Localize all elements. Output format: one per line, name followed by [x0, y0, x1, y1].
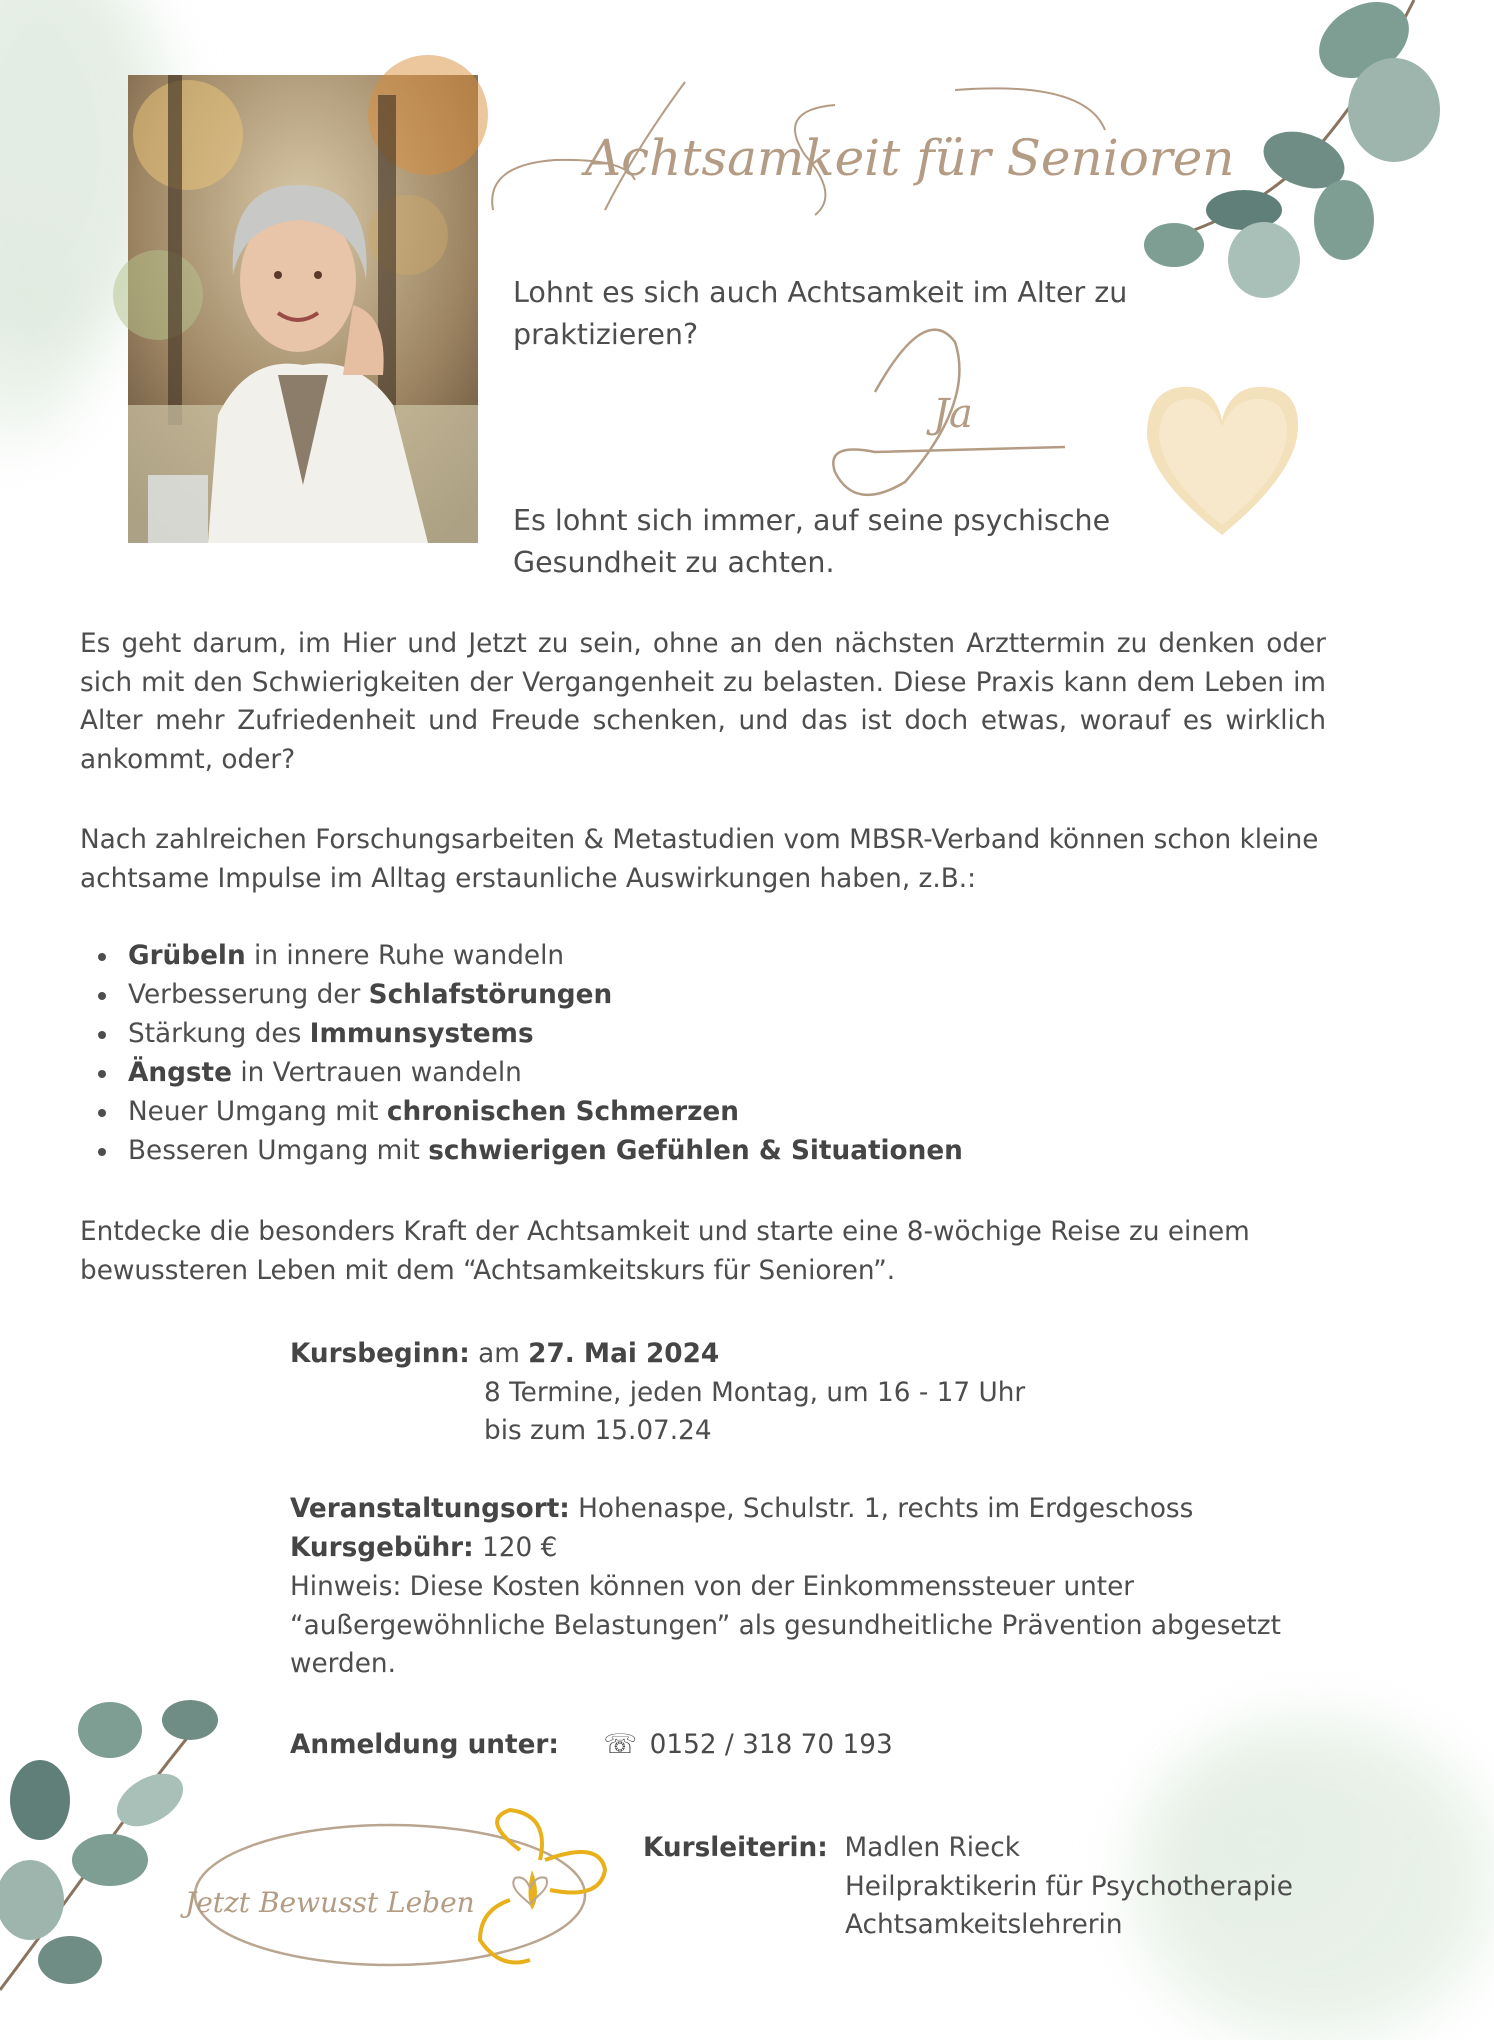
list-item: Stärkung des Immunsystems — [80, 1015, 1326, 1054]
answer-script — [815, 322, 1075, 497]
course-start-date: 27. Mai 2024 — [528, 1339, 720, 1369]
instructor-title: Achtsamkeitslehrerin — [845, 1910, 1123, 1941]
eucalyptus-leaves-decoration — [1074, 0, 1414, 310]
venue-block — [290, 1490, 1390, 1529]
instructor-name: Madlen Rieck — [844, 1833, 1020, 1863]
phone-icon: ☏ — [603, 1729, 638, 1760]
answer-script-text: Ja — [933, 391, 973, 437]
fee-block — [290, 1529, 1390, 1568]
fee-label: Kursgebühr: — [290, 1533, 474, 1563]
fee-value: 120 € — [473, 1533, 558, 1563]
instructor-title: Heilpraktikerin für Psychotherapie — [845, 1871, 1293, 1902]
benefits-list — [80, 937, 1326, 1171]
list-item: Verbesserung der Schlafstörungen — [80, 976, 1326, 1015]
senior-woman-photo — [128, 75, 478, 543]
phone-number[interactable]: 0152 / 318 70 193 — [649, 1730, 893, 1760]
course-schedule: 8 Termine, jeden Montag, um 16 - 17 Uhr — [484, 1377, 1026, 1408]
tax-note: Hinweis: Diese Kosten können von der Einkommenssteuer unter “außergewöhnliche Belastungen” als gesundheitliche Prävention abgesetzt werden. — [290, 1572, 1281, 1680]
intro-question: Lohnt es sich auch Achtsamkeit im Alter zu praktizieren? — [513, 276, 1128, 351]
list-item: Besseren Umgang mit schwierigen Gefühlen & Situationen — [80, 1132, 1326, 1171]
script-title-text: Achtsamkeit für Senioren — [585, 129, 1235, 187]
course-end-date: bis zum 15.07.24 — [484, 1416, 712, 1447]
list-item: Grübeln in innere Ruhe wandeln — [80, 937, 1326, 976]
jetzt-bewusst-leben-logo — [180, 1800, 610, 1980]
venue-label: Veranstaltungsort: — [290, 1494, 570, 1524]
registration-row — [290, 1726, 893, 1765]
instructor-block — [643, 1829, 1403, 1945]
registration-label: Anmeldung unter: — [290, 1730, 559, 1760]
instructor-label: Kursleiterin: — [643, 1833, 828, 1863]
answer-statement: Es lohnt sich immer, auf seine psychische Gesundheit zu achten. — [513, 504, 1111, 579]
venue-address: Hohenaspe, Schulstr. 1, rechts im Erdgeschoss — [569, 1494, 1194, 1524]
logo-text: Jetzt Bewusst Leben — [185, 1886, 475, 1919]
intro-paragraph: Es geht darum, im Hier und Jetzt zu sein, ohne an den nächsten Arzttermin zu denken oder sich mit den Schwierigkeiten der Vergangenheit zu belasten. Diese Praxis kann dem Leben im Alter mehr Zufriedenheit und Freude schenken, und das ist doch etwas, worauf es wirklich ankommt, oder? — [80, 629, 1326, 775]
call-to-action-paragraph: Entdecke die besonders Kraft der Achtsamkeit und starte eine 8-wöchige Reise zu einem bewussteren Leben mit dem “Achtsamkeitskurs für Senioren”. — [80, 1217, 1250, 1286]
course-start-label: Kursbeginn: — [290, 1339, 470, 1369]
research-paragraph: Nach zahlreichen Forschungsarbeiten & Metastudien vom MBSR-Verband können schon kleine achtsame Impulse im Alltag erstaunliche Auswirkungen haben, z.B.: — [80, 825, 1319, 894]
script-title — [485, 70, 1235, 240]
list-item: Neuer Umgang mit chronischen Schmerzen — [80, 1093, 1326, 1132]
list-item: Ängste in Vertrauen wandeln — [80, 1054, 1326, 1093]
course-start-block: Kursbeginn: am 27. Mai 2024 8 Termine, jeden Montag, um 16 - 17 Uhr bis zum 15.07.24 — [290, 1335, 1390, 1451]
heart-icon — [1135, 375, 1310, 545]
